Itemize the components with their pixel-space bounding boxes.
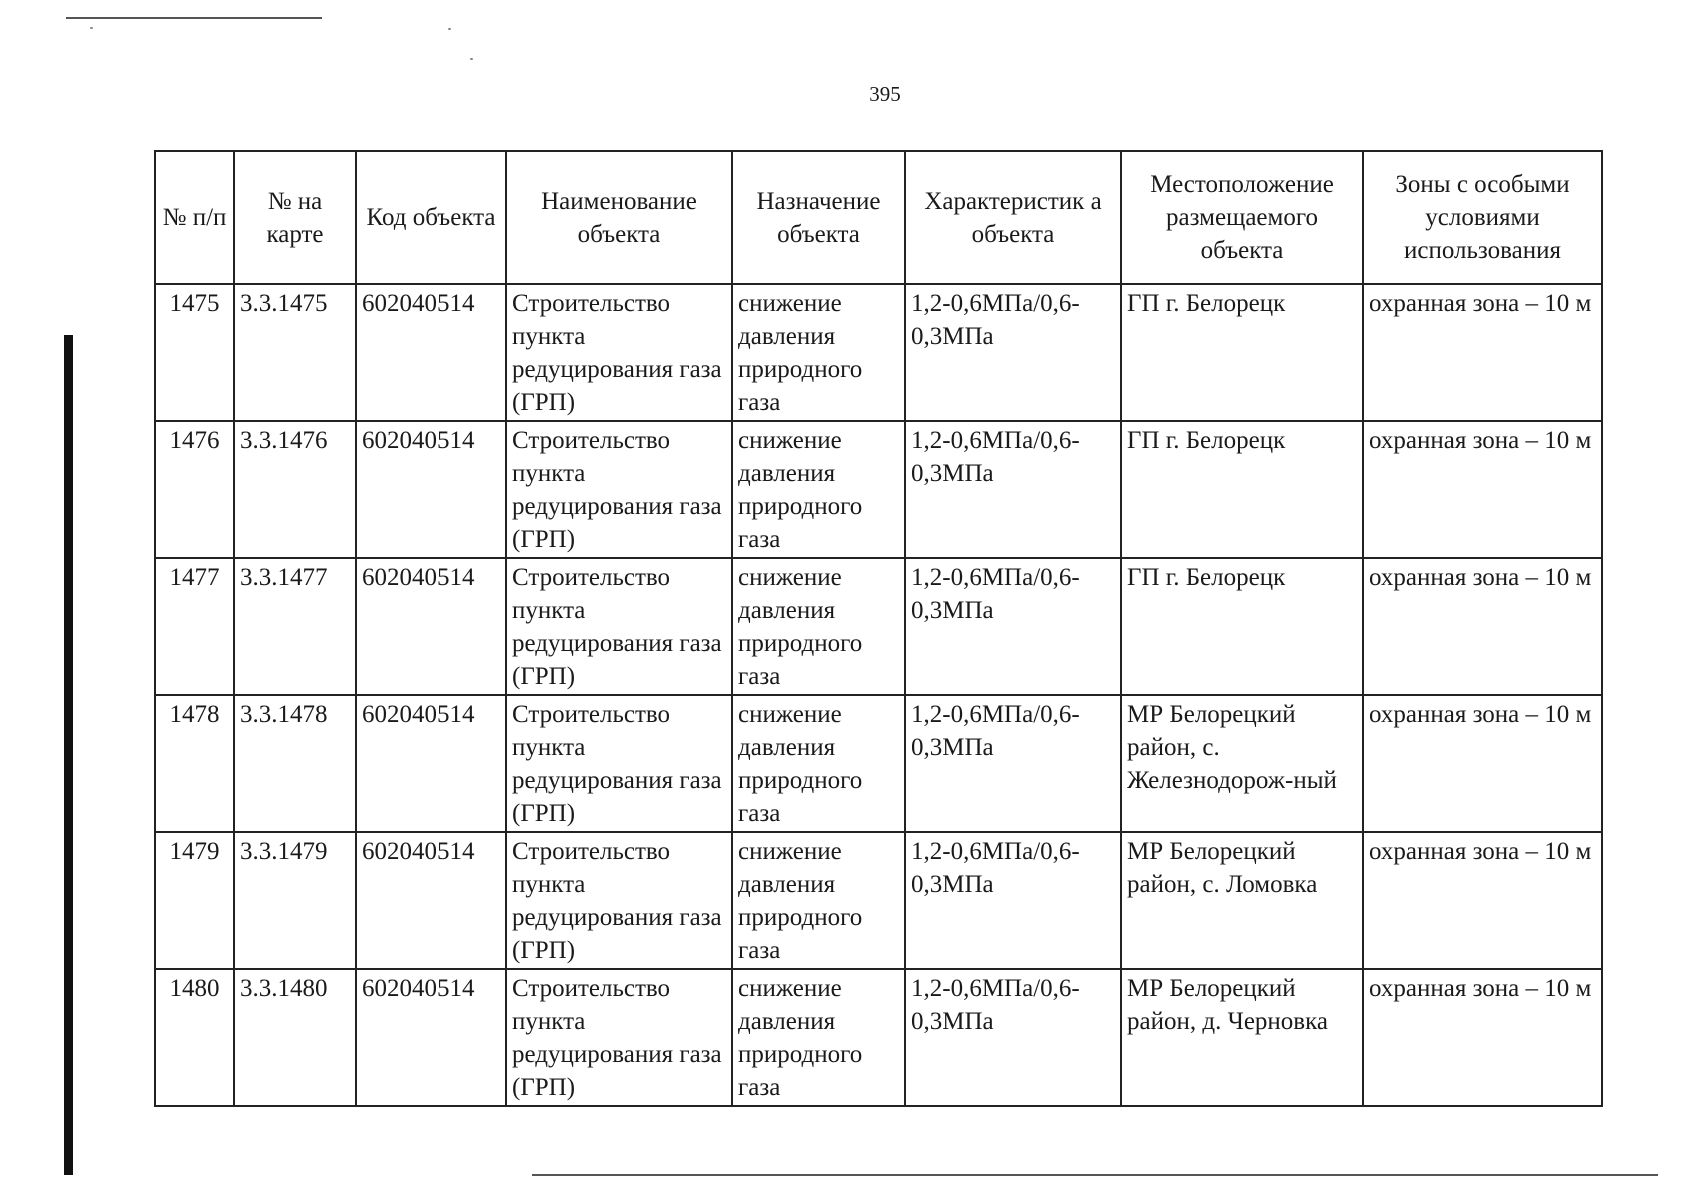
cell-zone: охранная зона – 10 м	[1363, 421, 1602, 558]
cell-zone: охранная зона – 10 м	[1363, 832, 1602, 969]
cell-location: ГП г. Белорецк	[1121, 421, 1363, 558]
cell-code: 602040514	[356, 832, 506, 969]
scan-speck	[470, 58, 473, 60]
table-header-row	[155, 151, 1602, 284]
cell-name: Строительство пункта редуцирования газа (ГРП)	[506, 969, 732, 1106]
table-row	[155, 558, 1602, 695]
cell-purpose: снижение давления природного газа	[732, 558, 905, 695]
column-header-location: Местоположение размещаемого объекта	[1121, 151, 1363, 284]
cell-purpose: снижение давления природного газа	[732, 832, 905, 969]
cell-no: 1479	[155, 832, 234, 969]
column-header-code: Код объекта	[356, 151, 506, 284]
cell-characteristic: 1,2-0,6МПа/0,6-0,3МПа	[905, 969, 1121, 1106]
cell-purpose: снижение давления природного газа	[732, 969, 905, 1106]
cell-code: 602040514	[356, 421, 506, 558]
cell-name: Строительство пункта редуцирования газа (ГРП)	[506, 695, 732, 832]
cell-zone: охранная зона – 10 м	[1363, 695, 1602, 832]
table-row	[155, 969, 1602, 1106]
cell-code: 602040514	[356, 969, 506, 1106]
scan-speck	[90, 27, 93, 29]
cell-zone: охранная зона – 10 м	[1363, 558, 1602, 695]
scan-artifact-left-bar	[64, 335, 73, 1175]
cell-name: Строительство пункта редуцирования газа (ГРП)	[506, 421, 732, 558]
table-row	[155, 421, 1602, 558]
cell-zone: охранная зона – 10 м	[1363, 969, 1602, 1106]
cell-characteristic: 1,2-0,6МПа/0,6-0,3МПа	[905, 695, 1121, 832]
page-number: 395	[869, 82, 901, 106]
scan-artifact-top-rule	[66, 17, 322, 19]
column-header-name: Наименование объекта	[506, 151, 732, 284]
cell-no: 1475	[155, 284, 234, 421]
cell-map-no: 3.3.1480	[234, 969, 356, 1106]
cell-location: МР Белорецкий район, с. Железнодорож-ный	[1121, 695, 1363, 832]
column-header-zone: Зоны с особыми условиями использования	[1363, 151, 1602, 284]
cell-characteristic: 1,2-0,6МПа/0,6-0,3МПа	[905, 832, 1121, 969]
cell-purpose: снижение давления природного газа	[732, 695, 905, 832]
cell-name: Строительство пункта редуцирования газа (ГРП)	[506, 558, 732, 695]
cell-no: 1478	[155, 695, 234, 832]
cell-location: ГП г. Белорецк	[1121, 558, 1363, 695]
cell-map-no: 3.3.1476	[234, 421, 356, 558]
cell-code: 602040514	[356, 284, 506, 421]
cell-map-no: 3.3.1479	[234, 832, 356, 969]
cell-purpose: снижение давления природного газа	[732, 421, 905, 558]
cell-name: Строительство пункта редуцирования газа (ГРП)	[506, 284, 732, 421]
cell-map-no: 3.3.1477	[234, 558, 356, 695]
column-header-map-no: № на карте	[234, 151, 356, 284]
cell-no: 1476	[155, 421, 234, 558]
table-row	[155, 695, 1602, 832]
column-header-characteristic: Характеристик а объекта	[905, 151, 1121, 284]
cell-map-no: 3.3.1475	[234, 284, 356, 421]
objects-table	[154, 150, 1603, 1107]
cell-code: 602040514	[356, 558, 506, 695]
table-row	[155, 284, 1602, 421]
cell-location: МР Белорецкий район, с. Ломовка	[1121, 832, 1363, 969]
column-header-no: № п/п	[155, 151, 234, 284]
cell-characteristic: 1,2-0,6МПа/0,6-0,3МПа	[905, 558, 1121, 695]
cell-location: ГП г. Белорецк	[1121, 284, 1363, 421]
cell-code: 602040514	[356, 695, 506, 832]
cell-name: Строительство пункта редуцирования газа (ГРП)	[506, 832, 732, 969]
cell-location: МР Белорецкий район, д. Черновка	[1121, 969, 1363, 1106]
scan-speck	[448, 28, 451, 30]
column-header-purpose: Назначение объекта	[732, 151, 905, 284]
table-row	[155, 832, 1602, 969]
cell-characteristic: 1,2-0,6МПа/0,6-0,3МПа	[905, 421, 1121, 558]
cell-zone: охранная зона – 10 м	[1363, 284, 1602, 421]
cell-no: 1480	[155, 969, 234, 1106]
scan-artifact-bottom-rule	[532, 1174, 1658, 1176]
cell-characteristic: 1,2-0,6МПа/0,6-0,3МПа	[905, 284, 1121, 421]
cell-map-no: 3.3.1478	[234, 695, 356, 832]
cell-purpose: снижение давления природного газа	[732, 284, 905, 421]
cell-no: 1477	[155, 558, 234, 695]
